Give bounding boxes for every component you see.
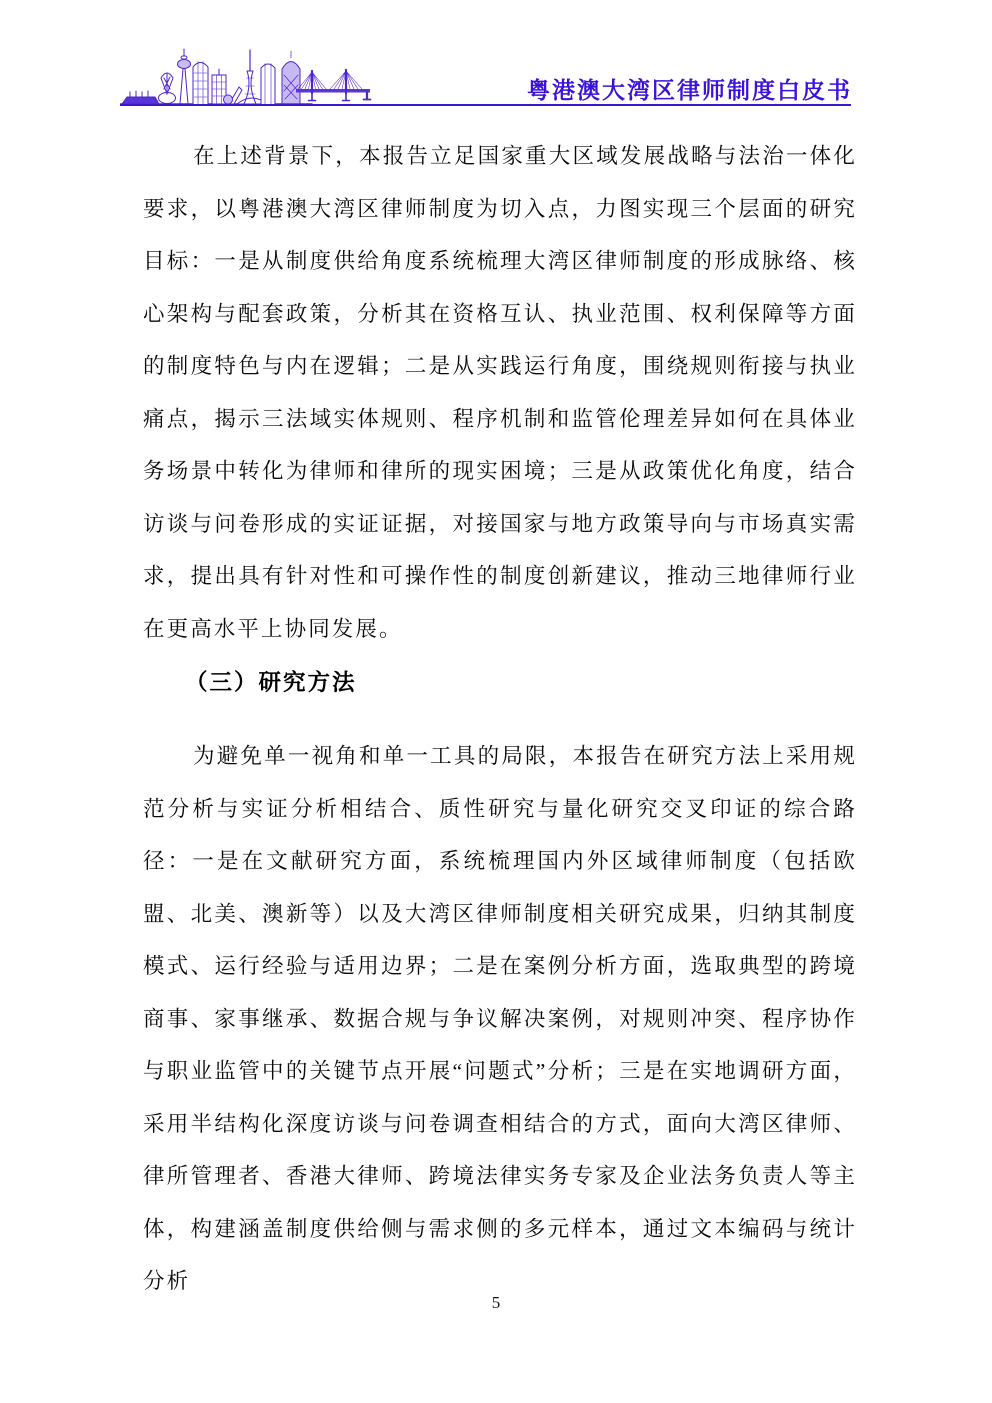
header-rule [120,104,851,106]
page-number: 5 [491,1293,501,1312]
page-footer [0,1293,992,1313]
section-heading-research-methods: （三）研究方法 [185,670,357,695]
gba-skyline-bridge-icon [120,47,376,107]
paragraph-research-goals: 在上述背景下，本报告立足国家重大区域发展战略与法治一体化要求，以粤港澳大湾区律师制度为切入点，力图实现三个层面的研究目标：一是从制度供给角度系统梳理大湾区律师制度的形成脉络、核心架构与配套政策，分析其在资格互认、执业范围、权利保障等方面的制度特色与内在逻辑；二是从实践运行角度，围绕规则衔接与执业痛点，揭示三法域实体规则、程序机制和监管伦理差异如何在具体业务场景中转化为律师和律所的现实困境；三是从政策优化角度，结合访谈与问卷形成的实证证据，对接国家与地方政策导向与市场真实需求，提出具有针对性和可操作性的制度创新建议，推动三地律师行业在更高水平上协同发展。 [143,144,857,641]
document-title: 粤港澳大湾区律师制度白皮书 [527,77,852,103]
paragraph-research-methods: 为避免单一视角和单一工具的局限，本报告在研究方法上采用规范分析与实证分析相结合、质性研究与量化研究交叉印证的综合路径：一是在文献研究方面，系统梳理国内外区域律师制度（包括欧盟、北美、澳新等）以及大湾区律师制度相关研究成果，归纳其制度模式、运行经验与适用边界；二是在案例分析方面，选取典型的跨境商事、家事继承、数据合规与争议解决案例，对规则冲突、程序协作与职业监管中的关键节点开展“问题式”分析；三是在实地调研方面，采用半结构化深度访谈与问卷调查相结合的方式，面向大湾区律师、律所管理者、香港大律师、跨境法律实务专家及企业法务负责人等主体，构建涵盖制度供给侧与需求侧的多元样本，通过文本编码与统计分析 [143,744,857,1293]
page-body [143,130,857,1308]
page-header [120,46,852,106]
